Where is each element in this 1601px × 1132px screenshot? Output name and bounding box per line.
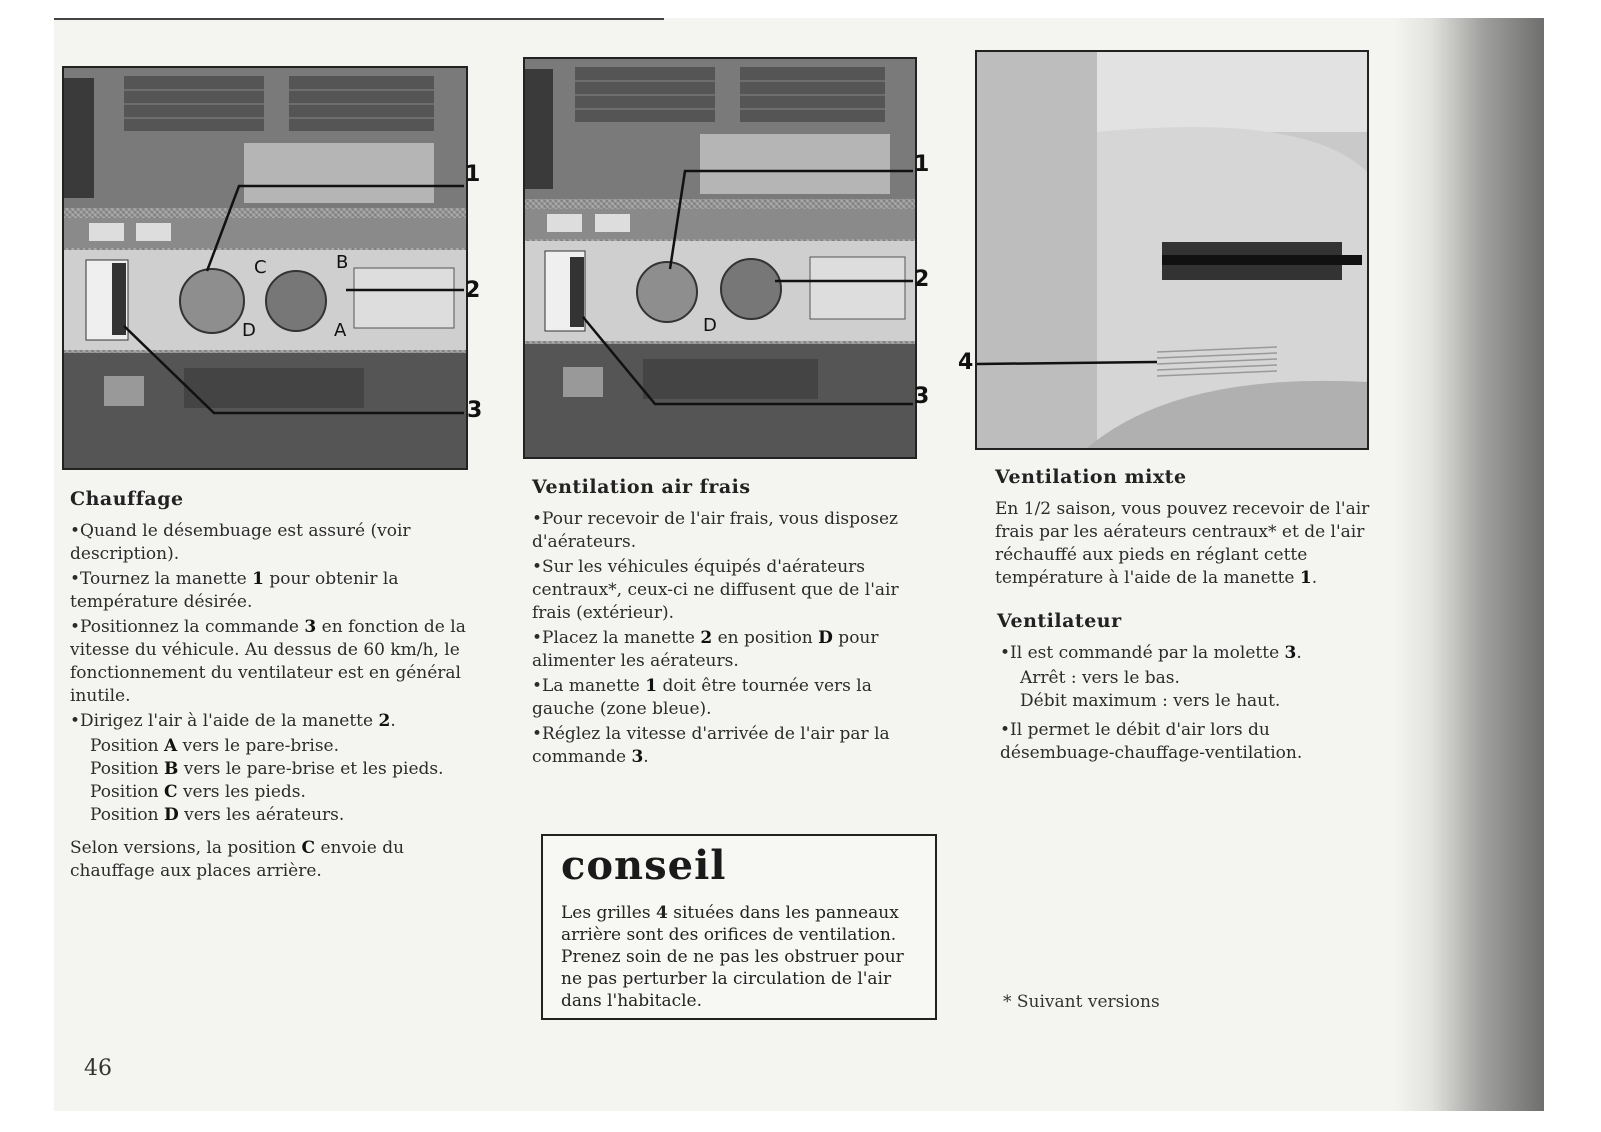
callout-3: 3 [914, 384, 930, 409]
callout-2: 2 [465, 278, 481, 303]
text-run: •Il est commandé par la molette [1000, 643, 1285, 663]
text-run: vers les pieds. [177, 782, 306, 802]
paragraph [995, 498, 1385, 590]
text-run: Les grilles [561, 903, 656, 923]
text-run: . [643, 747, 649, 767]
paragraph [532, 556, 932, 625]
text-run: •Dirigez l'air à l'aide de la manette [70, 711, 379, 731]
chauffage-paragraph [70, 837, 470, 883]
ref-number: 4 [656, 903, 668, 923]
photo-ventilation-air-frais [523, 57, 917, 459]
paragraph [532, 627, 932, 673]
position-line [70, 758, 470, 781]
text-run: vers le pare-brise. [177, 736, 340, 756]
ventilateur-title: Ventilateur [997, 610, 1122, 632]
chauffage-paragraph [70, 710, 470, 733]
chauffage-paragraph [70, 568, 470, 614]
position-line [70, 735, 470, 758]
text-run: •Pour recevoir de l'air frais, vous disposez d'aérateurs. [532, 509, 898, 552]
arret-line: Arrêt : vers le bas. [1020, 668, 1180, 688]
position-line [70, 781, 470, 804]
callout-1: 1 [465, 162, 481, 187]
conseil-box [541, 834, 937, 1020]
ventilation-air-frais-text [532, 508, 932, 771]
text-run: Position [90, 736, 165, 756]
ref-number: 1 [252, 569, 264, 589]
dashboard-illustration [525, 59, 915, 457]
text-run: •Tournez la manette [70, 569, 253, 589]
paragraph [532, 723, 932, 769]
text-run: vers le pare-brise et les pieds. [178, 759, 444, 779]
top-rule [54, 18, 664, 20]
text-run: pour obtenir la température désirée. [70, 569, 399, 612]
photo-ventilation-mixte [975, 50, 1369, 450]
ref-number: 2 [700, 628, 713, 648]
text-run: pour alimenter les aérateurs. [532, 628, 879, 671]
debit-line: Débit maximum : vers le haut. [1020, 691, 1281, 711]
dashboard-illustration [64, 68, 466, 468]
ventilation-air-frais-title: Ventilation air frais [532, 476, 751, 498]
callout-2: 2 [914, 267, 930, 292]
chauffage-paragraph [70, 616, 470, 708]
knob-letter-b: B [336, 252, 349, 273]
text-run: doit être tournée vers la gauche (zone bleue). [532, 676, 872, 719]
page-number: 46 [84, 1056, 112, 1081]
ventilation-mixte-title: Ventilation mixte [995, 466, 1187, 488]
paragraph [532, 508, 932, 554]
ref-letter: A [164, 736, 178, 756]
text-run: •La manette [532, 676, 646, 696]
paragraph: •Il permet le débit d'air lors du désembuage-chauffage-ventilation. [1000, 720, 1303, 763]
callout-1: 1 [914, 152, 930, 177]
paragraph [532, 675, 932, 721]
ref-number: 1 [645, 676, 658, 696]
chauffage-title: Chauffage [70, 488, 184, 510]
conseil-title: conseil [561, 842, 727, 889]
binding-shadow [1394, 18, 1544, 1111]
callout-4: 4 [958, 350, 974, 375]
text-run: En 1/2 saison, vous pouvez recevoir de l'air frais par les aérateurs centraux* et de l'air réchauffé aux pieds en réglant cette température à l'aide de la manette [995, 499, 1370, 588]
conseil-body [561, 902, 927, 1012]
text-run: envoie du chauffage aux places arrière. [70, 838, 405, 881]
knob-letter-c: C [254, 257, 267, 278]
text-run: . [1311, 568, 1318, 588]
ref-letter: D [164, 805, 179, 825]
ref-letter: B [164, 759, 179, 779]
chauffage-paragraph [70, 520, 470, 566]
text-run: Position [90, 782, 165, 802]
text-run: Position [90, 759, 165, 779]
text-run: . [1296, 643, 1302, 663]
text-run: Selon versions, la position [70, 838, 302, 858]
ref-number: 1 [1299, 568, 1312, 588]
chauffage-p1: •Quand le désembuage est assuré (voir description). [70, 521, 411, 564]
text-run: . [390, 711, 396, 731]
ref-number: 2 [378, 711, 391, 731]
photo-chauffage [62, 66, 468, 470]
text-run: •Placez la manette [532, 628, 701, 648]
ref-number: 3 [304, 617, 317, 637]
text-run: •Positionnez la commande [70, 617, 305, 637]
text-run: Position [90, 805, 165, 825]
text-run: •Sur les véhicules équipés d'aérateurs centraux*, ceux-ci ne diffusent que de l'air frais (extérieur). [532, 557, 899, 623]
callout-3: 3 [467, 398, 483, 423]
footnote: * Suivant versions [1003, 992, 1160, 1012]
ref-number: 3 [631, 747, 644, 767]
position-line [70, 804, 470, 827]
knob-letter-a: A [334, 320, 347, 341]
paragraph [1000, 642, 1385, 665]
text-run: en position [712, 628, 819, 648]
text-run: en fonction de la vitesse du véhicule. Au dessus de 60 km/h, le fonctionnement du ventilateur est en général inutile. [70, 617, 466, 706]
ventilation-mixte-text [995, 498, 1385, 592]
chauffage-text [70, 520, 470, 885]
rear-panel-illustration [977, 52, 1367, 448]
text-run: •Réglez la vitesse d'arrivée de l'air par la commande [532, 724, 890, 767]
text-run: vers les aérateurs. [178, 805, 345, 825]
text-run: situées dans les panneaux arrière sont des orifices de ventilation. Prenez soin de ne pas les obstruer pour ne pas perturber la circulation de l'air dans l'habitacle. [561, 903, 904, 1011]
ventilateur-text [1000, 642, 1385, 767]
ref-letter: C [164, 782, 178, 802]
knob-letter-d: D [703, 315, 717, 336]
ref-number: 3 [1284, 643, 1297, 663]
ref-letter: D [818, 628, 833, 648]
knob-letter-d: D [242, 320, 256, 341]
ref-letter: C [301, 838, 316, 858]
